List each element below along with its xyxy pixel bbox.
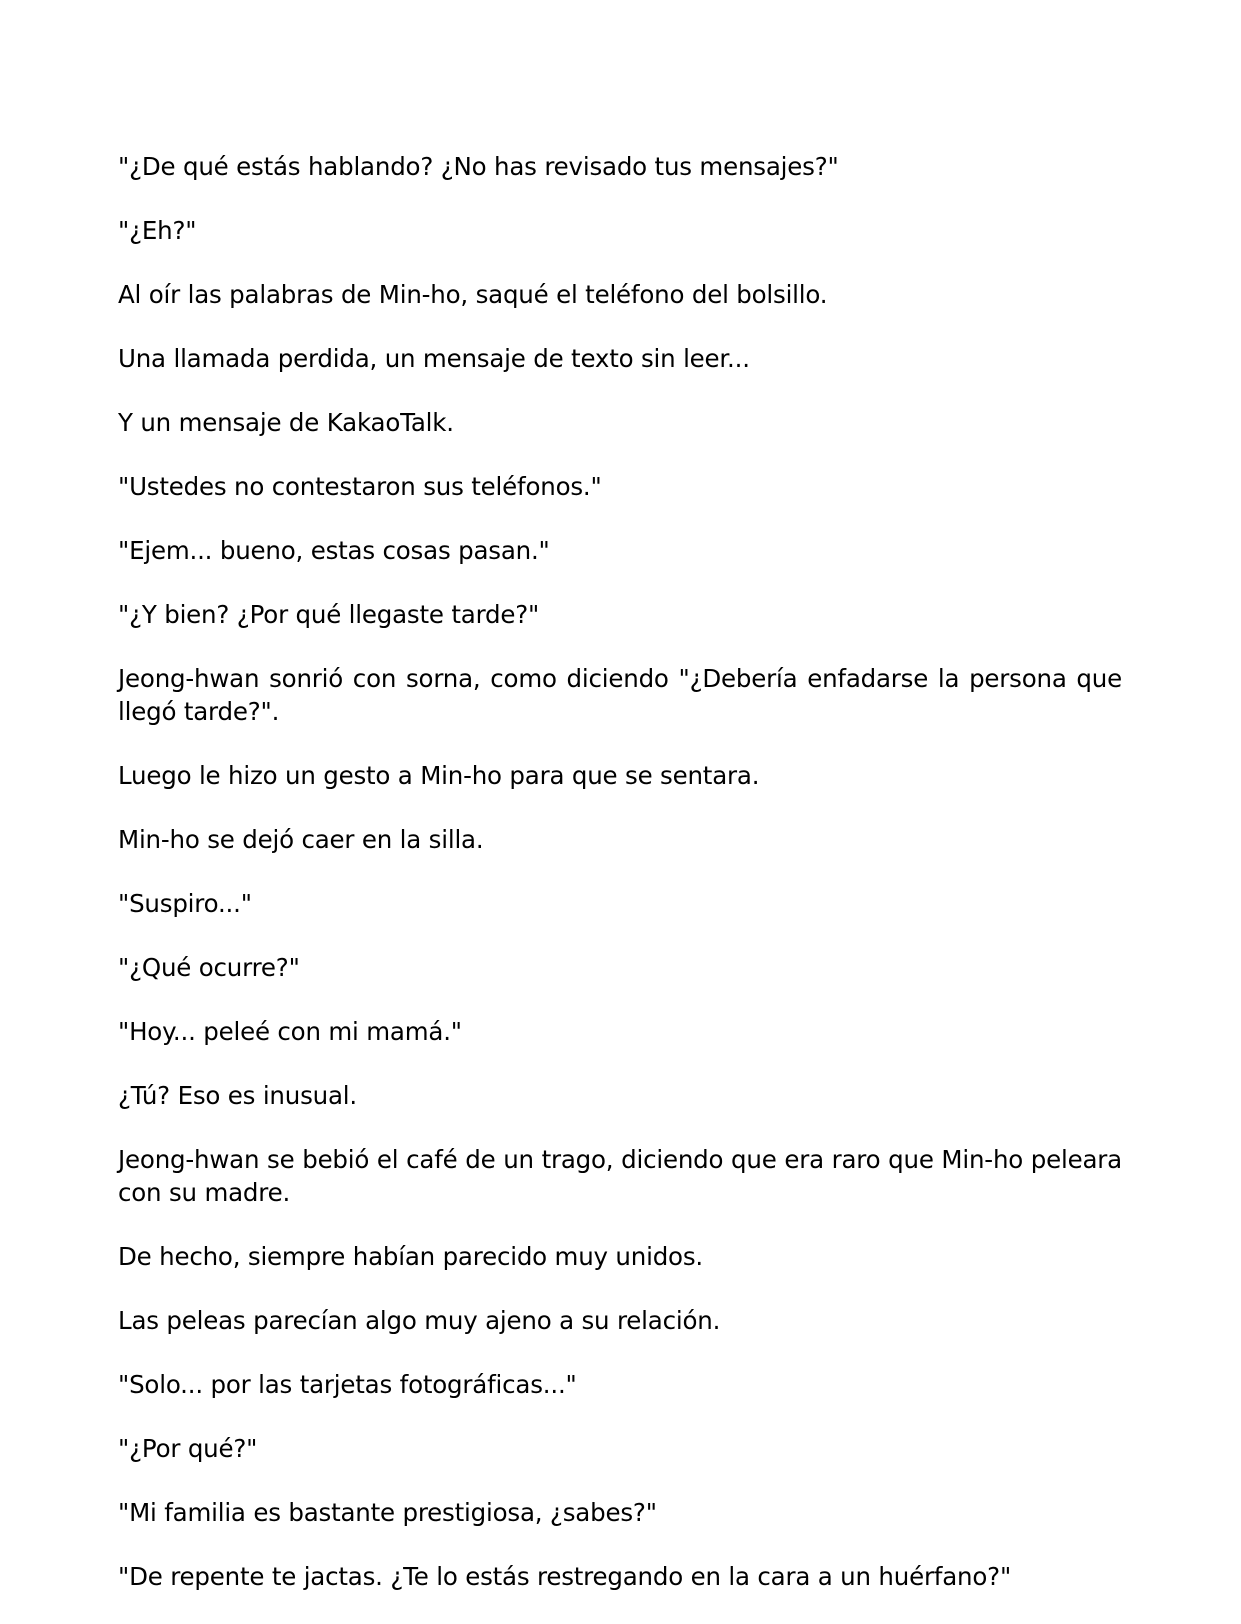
text-column bbox=[118, 150, 1122, 1624]
paragraph: "¿Qué ocurre?" bbox=[118, 953, 300, 982]
paragraph: "Hoy... peleé con mi mamá." bbox=[118, 1017, 462, 1046]
paragraph: ¿Tú? Eso es inusual. bbox=[118, 1081, 357, 1110]
paragraph: Min-ho se dejó caer en la silla. bbox=[118, 825, 484, 854]
paragraph: "Ejem... bueno, estas cosas pasan." bbox=[118, 536, 550, 565]
paragraph: Jeong-hwan se bebió el café de un trago, diciendo que era raro que Min-ho peleara con su madre. bbox=[118, 1145, 1122, 1207]
paragraph: Luego le hizo un gesto a Min-ho para que se sentara. bbox=[118, 761, 760, 790]
paragraph: Jeong-hwan sonrió con sorna, como diciendo "¿Debería enfadarse la persona que llegó tarde?". bbox=[118, 664, 1122, 726]
paragraph: "¿Eh?" bbox=[118, 216, 197, 245]
paragraph: Y un mensaje de KakaoTalk. bbox=[118, 408, 454, 437]
paragraph: "De repente te jactas. ¿Te lo estás restregando en la cara a un huérfano?" bbox=[118, 1562, 1012, 1591]
paragraph: Al oír las palabras de Min-ho, saqué el teléfono del bolsillo. bbox=[118, 280, 828, 309]
paragraph: "¿Y bien? ¿Por qué llegaste tarde?" bbox=[118, 600, 540, 629]
paragraph: "Suspiro..." bbox=[118, 889, 252, 918]
paragraph: "Ustedes no contestaron sus teléfonos." bbox=[118, 472, 602, 501]
paragraph: "Solo... por las tarjetas fotográficas..." bbox=[118, 1370, 577, 1399]
paragraph: "Mi familia es bastante prestigiosa, ¿sabes?" bbox=[118, 1498, 657, 1527]
paragraph: Una llamada perdida, un mensaje de texto sin leer... bbox=[118, 344, 750, 373]
paragraph: "¿Por qué?" bbox=[118, 1434, 258, 1463]
paragraph: De hecho, siempre habían parecido muy unidos. bbox=[118, 1242, 703, 1271]
paragraph: Las peleas parecían algo muy ajeno a su relación. bbox=[118, 1306, 721, 1335]
paragraph: "¿De qué estás hablando? ¿No has revisado tus mensajes?" bbox=[118, 152, 839, 181]
